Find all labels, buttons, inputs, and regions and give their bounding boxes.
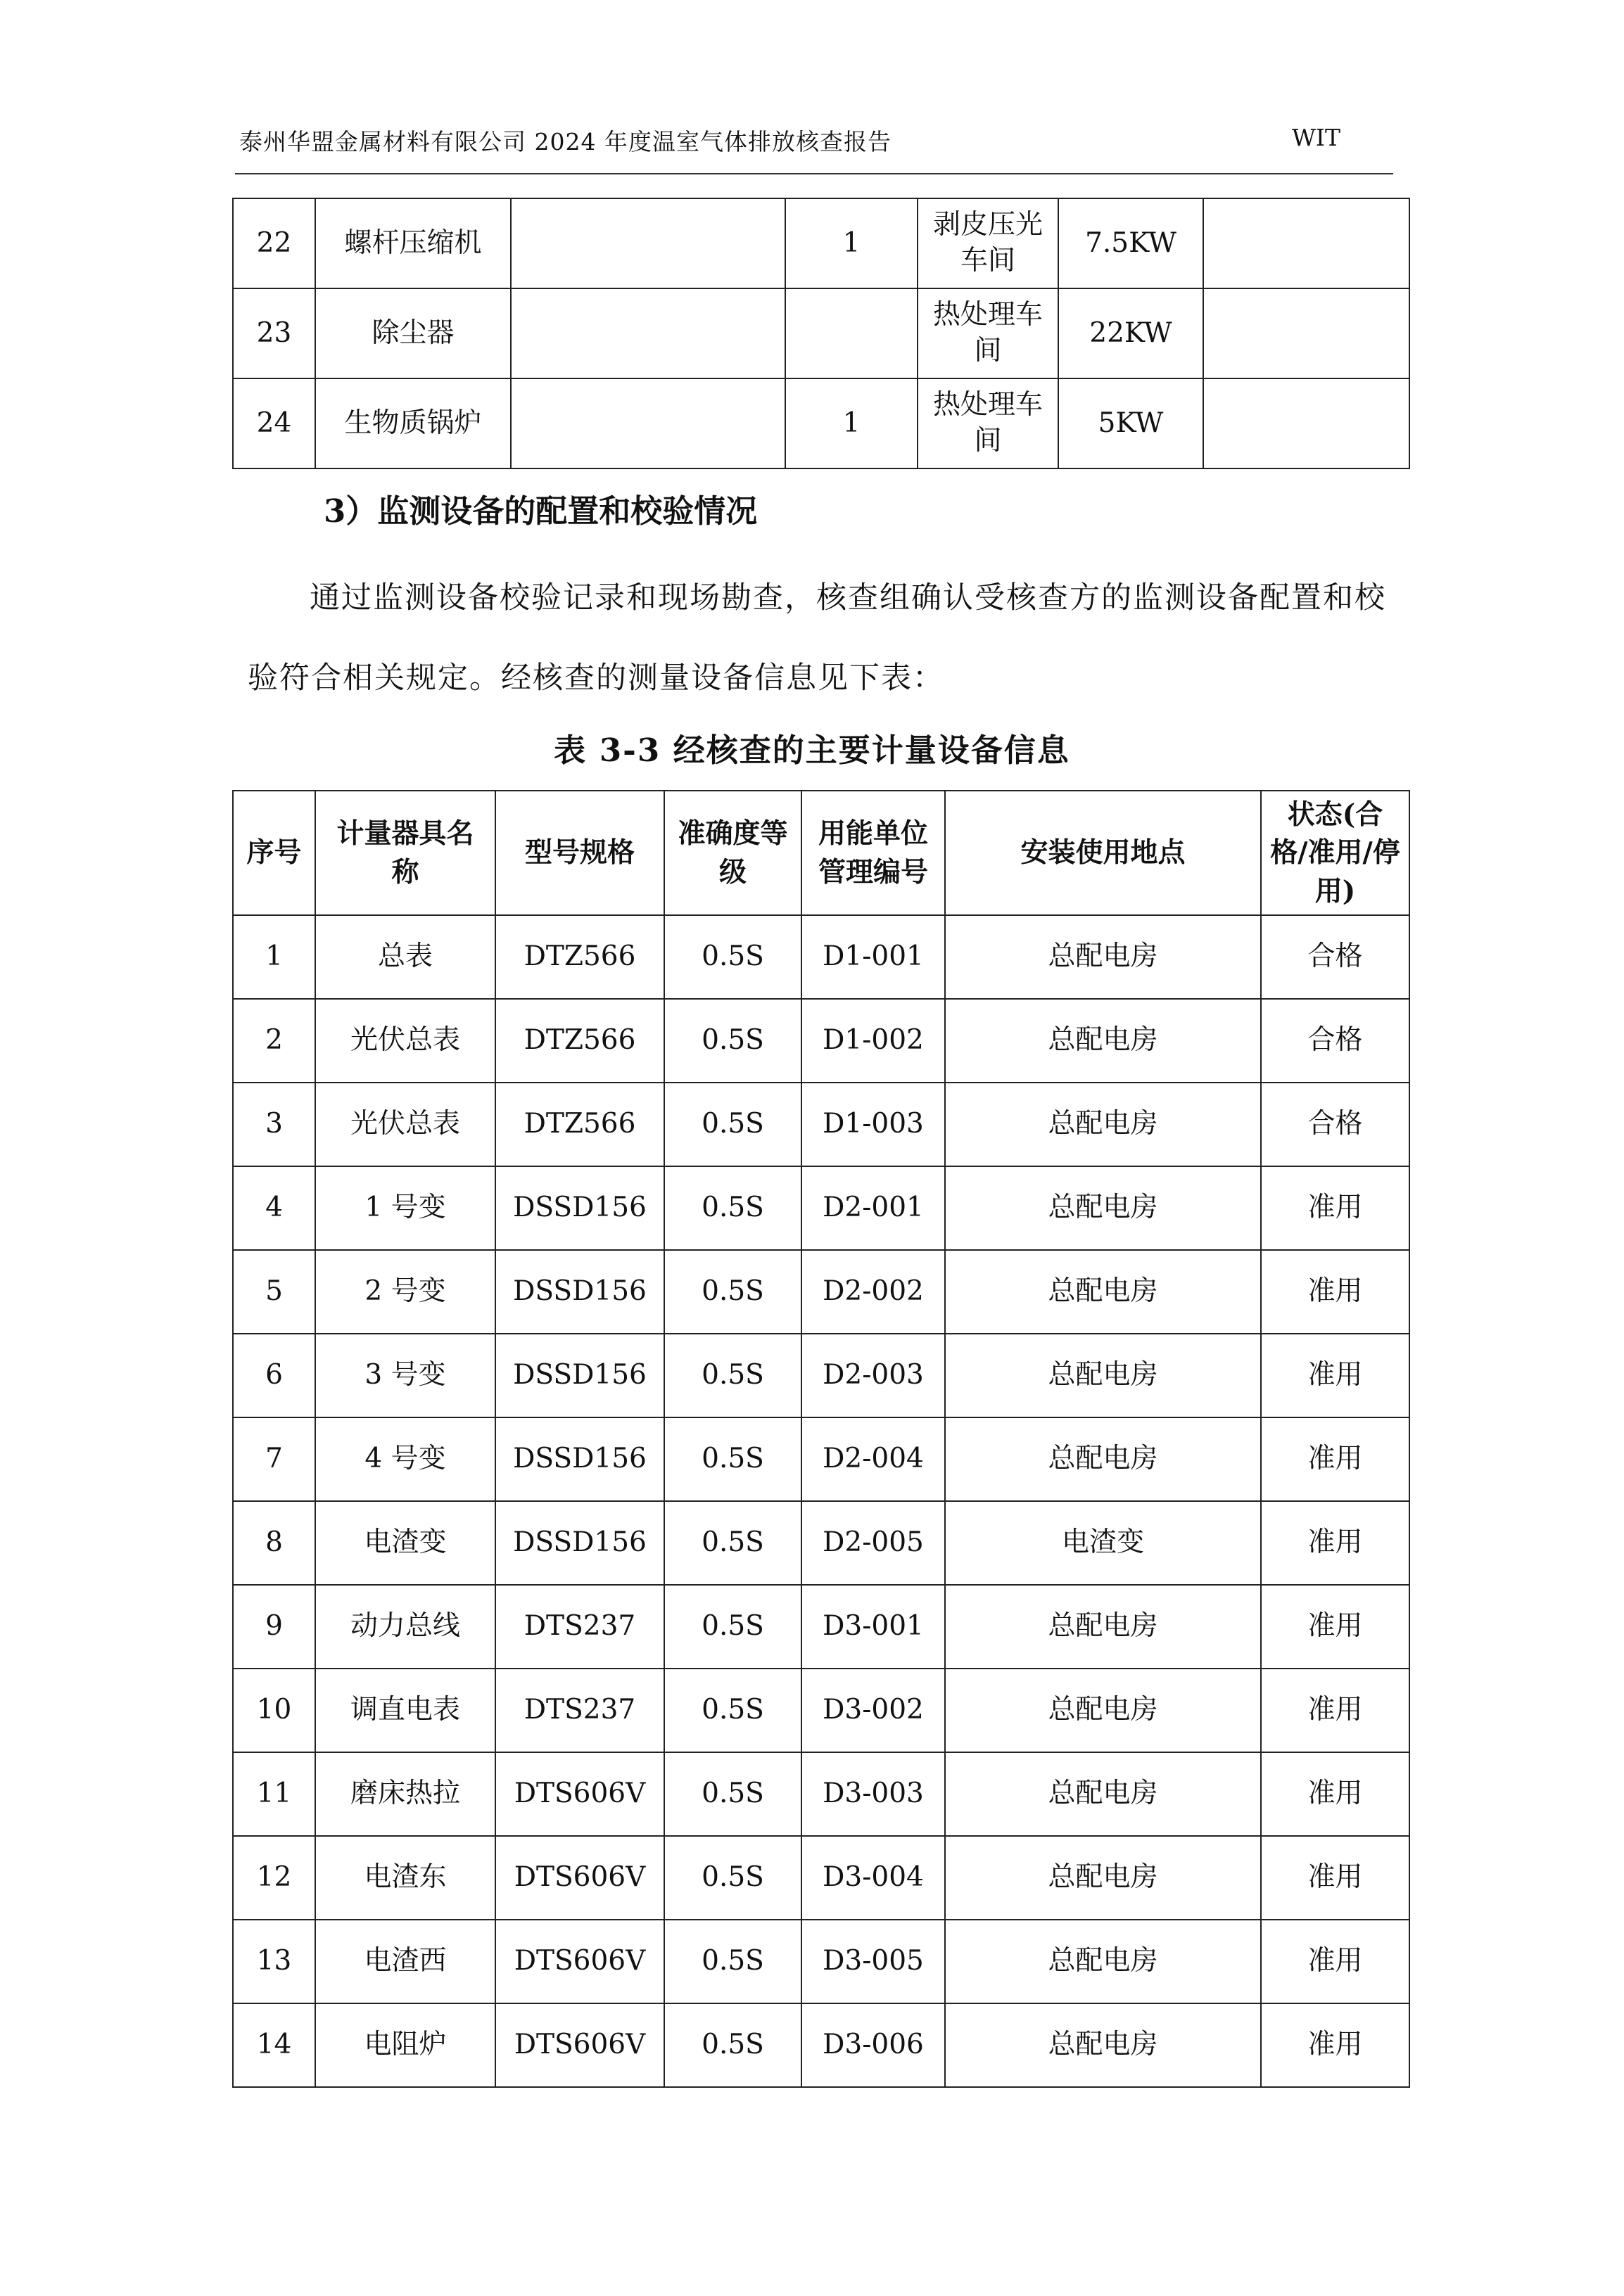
meter-cell-no: 7 bbox=[233, 1417, 315, 1501]
meter-cell-location: 总配电房 bbox=[945, 1250, 1261, 1334]
equipment-cell-location: 热处理车间 bbox=[918, 288, 1058, 378]
meter-cell-accuracy: 0.5S bbox=[664, 999, 801, 1083]
meter-cell-no: 5 bbox=[233, 1250, 315, 1334]
meter-cell-model: DSSD156 bbox=[495, 1501, 664, 1585]
meter-cell-model: DTS606V bbox=[495, 2003, 664, 2087]
meter-cell-code: D1-003 bbox=[801, 1083, 945, 1166]
meter-cell-accuracy: 0.5S bbox=[664, 1250, 801, 1334]
header-col-location: 安装使用地点 bbox=[945, 791, 1261, 915]
meter-cell-accuracy: 0.5S bbox=[664, 1166, 801, 1250]
meter-cell-code: D2-003 bbox=[801, 1334, 945, 1417]
equipment-cell-power: 22KW bbox=[1058, 288, 1203, 378]
meter-cell-accuracy: 0.5S bbox=[664, 1083, 801, 1166]
meter-cell-status: 准用 bbox=[1261, 1920, 1409, 2003]
meter-cell-accuracy: 0.5S bbox=[664, 1585, 801, 1669]
header-divider bbox=[235, 173, 1393, 174]
equipment-cell-qty bbox=[785, 288, 918, 378]
meter-cell-no: 8 bbox=[233, 1501, 315, 1585]
equipment-cell-name: 生物质锅炉 bbox=[315, 378, 511, 468]
meter-row bbox=[233, 1836, 1409, 1920]
meter-cell-meter-name: 电渣变 bbox=[315, 1501, 495, 1585]
meter-cell-status: 合格 bbox=[1261, 915, 1409, 999]
equipment-row bbox=[233, 198, 1409, 288]
meter-cell-location: 总配电房 bbox=[945, 1752, 1261, 1836]
meter-cell-accuracy: 0.5S bbox=[664, 915, 801, 999]
meter-row bbox=[233, 999, 1409, 1083]
report-header-org: WIT bbox=[1292, 124, 1340, 151]
meter-cell-location: 总配电房 bbox=[945, 1669, 1261, 1752]
meter-cell-model: DTS606V bbox=[495, 1920, 664, 2003]
meter-cell-status: 准用 bbox=[1261, 1836, 1409, 1920]
equipment-row bbox=[233, 378, 1409, 468]
meter-cell-no: 12 bbox=[233, 1836, 315, 1920]
meter-cell-meter-name: 4 号变 bbox=[315, 1417, 495, 1501]
meter-cell-code: D3-004 bbox=[801, 1836, 945, 1920]
meter-cell-code: D1-001 bbox=[801, 915, 945, 999]
meter-cell-model: DSSD156 bbox=[495, 1334, 664, 1417]
meter-row bbox=[233, 1334, 1409, 1417]
meter-row bbox=[233, 1585, 1409, 1669]
meter-cell-status: 准用 bbox=[1261, 1417, 1409, 1501]
meter-cell-no: 10 bbox=[233, 1669, 315, 1752]
meter-row bbox=[233, 1250, 1409, 1334]
meter-cell-location: 总配电房 bbox=[945, 1836, 1261, 1920]
meter-cell-location: 总配电房 bbox=[945, 1920, 1261, 2003]
meter-cell-status: 准用 bbox=[1261, 1166, 1409, 1250]
meter-cell-code: D3-005 bbox=[801, 1920, 945, 2003]
header-col-code: 用能单位管理编号 bbox=[801, 791, 945, 915]
equipment-row bbox=[233, 288, 1409, 378]
header-col-model: 型号规格 bbox=[495, 791, 664, 915]
equipment-cell-power: 5KW bbox=[1058, 378, 1203, 468]
meter-cell-no: 1 bbox=[233, 915, 315, 999]
meter-cell-no: 14 bbox=[233, 2003, 315, 2087]
meter-cell-meter-name: 电渣西 bbox=[315, 1920, 495, 2003]
meter-cell-no: 11 bbox=[233, 1752, 315, 1836]
meter-cell-status: 准用 bbox=[1261, 1752, 1409, 1836]
meter-cell-model: DSSD156 bbox=[495, 1166, 664, 1250]
equipment-cell-power: 7.5KW bbox=[1058, 198, 1203, 288]
meter-row bbox=[233, 1752, 1409, 1836]
equipment-table-continued bbox=[232, 198, 1410, 469]
equipment-cell-no: 23 bbox=[233, 288, 315, 378]
meter-row bbox=[233, 1083, 1409, 1166]
meter-row bbox=[233, 1669, 1409, 1752]
meter-cell-status: 准用 bbox=[1261, 1334, 1409, 1417]
meter-cell-status: 合格 bbox=[1261, 999, 1409, 1083]
meter-cell-location: 总配电房 bbox=[945, 1083, 1261, 1166]
meter-cell-location: 总配电房 bbox=[945, 1334, 1261, 1417]
table-caption: 表 3-3 经核查的主要计量设备信息 bbox=[554, 732, 1070, 769]
header-col-meter-name: 计量器具名称 bbox=[315, 791, 495, 915]
meter-cell-no: 3 bbox=[233, 1083, 315, 1166]
equipment-cell-location: 剥皮压光车间 bbox=[918, 198, 1058, 288]
meter-cell-code: D1-002 bbox=[801, 999, 945, 1083]
meter-cell-location: 总配电房 bbox=[945, 2003, 1261, 2087]
equipment-cell-note bbox=[1203, 378, 1409, 468]
header-col-no: 序号 bbox=[233, 791, 315, 915]
meter-cell-accuracy: 0.5S bbox=[664, 1920, 801, 2003]
meter-cell-no: 6 bbox=[233, 1334, 315, 1417]
meter-cell-model: DTS606V bbox=[495, 1836, 664, 1920]
meter-cell-status: 准用 bbox=[1261, 1501, 1409, 1585]
meter-cell-no: 4 bbox=[233, 1166, 315, 1250]
meter-cell-meter-name: 3 号变 bbox=[315, 1334, 495, 1417]
meter-cell-accuracy: 0.5S bbox=[664, 1669, 801, 1752]
equipment-cell-spec bbox=[511, 198, 785, 288]
meter-row bbox=[233, 1501, 1409, 1585]
report-header-title: 泰州华盟金属材料有限公司 2024 年度温室气体排放核查报告 bbox=[239, 128, 892, 155]
meter-cell-accuracy: 0.5S bbox=[664, 1334, 801, 1417]
meter-cell-model: DTS237 bbox=[495, 1585, 664, 1669]
section-paragraph: 通过监测设备校验记录和现场勘查，核查组确认受核查方的监测设备配置和校验符合相关规定。经核查的测量设备信息见下表： bbox=[248, 580, 1386, 696]
equipment-cell-note bbox=[1203, 288, 1409, 378]
meter-cell-status: 合格 bbox=[1261, 1083, 1409, 1166]
meter-row bbox=[233, 915, 1409, 999]
meter-cell-no: 13 bbox=[233, 1920, 315, 2003]
equipment-cell-name: 螺杆压缩机 bbox=[315, 198, 511, 288]
equipment-cell-no: 24 bbox=[233, 378, 315, 468]
meter-cell-meter-name: 1 号变 bbox=[315, 1166, 495, 1250]
meter-cell-model: DSSD156 bbox=[495, 1250, 664, 1334]
equipment-cell-name: 除尘器 bbox=[315, 288, 511, 378]
meter-cell-model: DTS606V bbox=[495, 1752, 664, 1836]
meter-cell-accuracy: 0.5S bbox=[664, 1501, 801, 1585]
equipment-cell-no: 22 bbox=[233, 198, 315, 288]
meter-cell-location: 总配电房 bbox=[945, 999, 1261, 1083]
meter-cell-meter-name: 电渣东 bbox=[315, 1836, 495, 1920]
meter-cell-code: D3-003 bbox=[801, 1752, 945, 1836]
meter-cell-code: D3-002 bbox=[801, 1669, 945, 1752]
meter-cell-location: 总配电房 bbox=[945, 1585, 1261, 1669]
meter-cell-location: 总配电房 bbox=[945, 1166, 1261, 1250]
equipment-cell-qty: 1 bbox=[785, 198, 918, 288]
meter-cell-status: 准用 bbox=[1261, 1669, 1409, 1752]
equipment-cell-qty: 1 bbox=[785, 378, 918, 468]
meter-cell-model: DTZ566 bbox=[495, 1083, 664, 1166]
equipment-cell-spec bbox=[511, 288, 785, 378]
meter-row bbox=[233, 2003, 1409, 2087]
meter-table bbox=[232, 790, 1410, 2088]
meter-cell-meter-name: 光伏总表 bbox=[315, 999, 495, 1083]
meter-row bbox=[233, 1417, 1409, 1501]
meter-row bbox=[233, 1920, 1409, 2003]
meter-cell-meter-name: 总表 bbox=[315, 915, 495, 999]
meter-cell-code: D3-001 bbox=[801, 1585, 945, 1669]
meter-cell-model: DTS237 bbox=[495, 1669, 664, 1752]
header-col-status: 状态(合格/准用/停用) bbox=[1261, 791, 1409, 915]
header-col-accuracy: 准确度等 级 bbox=[664, 791, 801, 915]
meter-cell-meter-name: 磨床热拉 bbox=[315, 1752, 495, 1836]
meter-cell-no: 2 bbox=[233, 999, 315, 1083]
meter-cell-code: D3-006 bbox=[801, 2003, 945, 2087]
meter-cell-location: 电渣变 bbox=[945, 1501, 1261, 1585]
meter-cell-meter-name: 电阻炉 bbox=[315, 2003, 495, 2087]
equipment-cell-location: 热处理车间 bbox=[918, 378, 1058, 468]
meter-cell-accuracy: 0.5S bbox=[664, 1836, 801, 1920]
meter-cell-location: 总配电房 bbox=[945, 1417, 1261, 1501]
meter-cell-location: 总配电房 bbox=[945, 915, 1261, 999]
meter-cell-meter-name: 动力总线 bbox=[315, 1585, 495, 1669]
meter-cell-status: 准用 bbox=[1261, 2003, 1409, 2087]
equipment-cell-spec bbox=[511, 378, 785, 468]
meter-cell-no: 9 bbox=[233, 1585, 315, 1669]
meter-cell-status: 准用 bbox=[1261, 1585, 1409, 1669]
meter-cell-code: D2-002 bbox=[801, 1250, 945, 1334]
section-heading: 3）监测设备的配置和校验情况 bbox=[324, 492, 758, 530]
meter-cell-model: DTZ566 bbox=[495, 999, 664, 1083]
meter-cell-model: DTZ566 bbox=[495, 915, 664, 999]
meter-cell-code: D2-004 bbox=[801, 1417, 945, 1501]
meter-cell-meter-name: 调直电表 bbox=[315, 1669, 495, 1752]
meter-row bbox=[233, 1166, 1409, 1250]
meter-cell-meter-name: 2 号变 bbox=[315, 1250, 495, 1334]
meter-cell-accuracy: 0.5S bbox=[664, 2003, 801, 2087]
meter-cell-meter-name: 光伏总表 bbox=[315, 1083, 495, 1166]
meter-cell-status: 准用 bbox=[1261, 1250, 1409, 1334]
meter-cell-accuracy: 0.5S bbox=[664, 1752, 801, 1836]
meter-cell-code: D2-001 bbox=[801, 1166, 945, 1250]
meter-cell-code: D2-005 bbox=[801, 1501, 945, 1585]
meter-cell-accuracy: 0.5S bbox=[664, 1417, 801, 1501]
meter-cell-model: DSSD156 bbox=[495, 1417, 664, 1501]
equipment-cell-note bbox=[1203, 198, 1409, 288]
